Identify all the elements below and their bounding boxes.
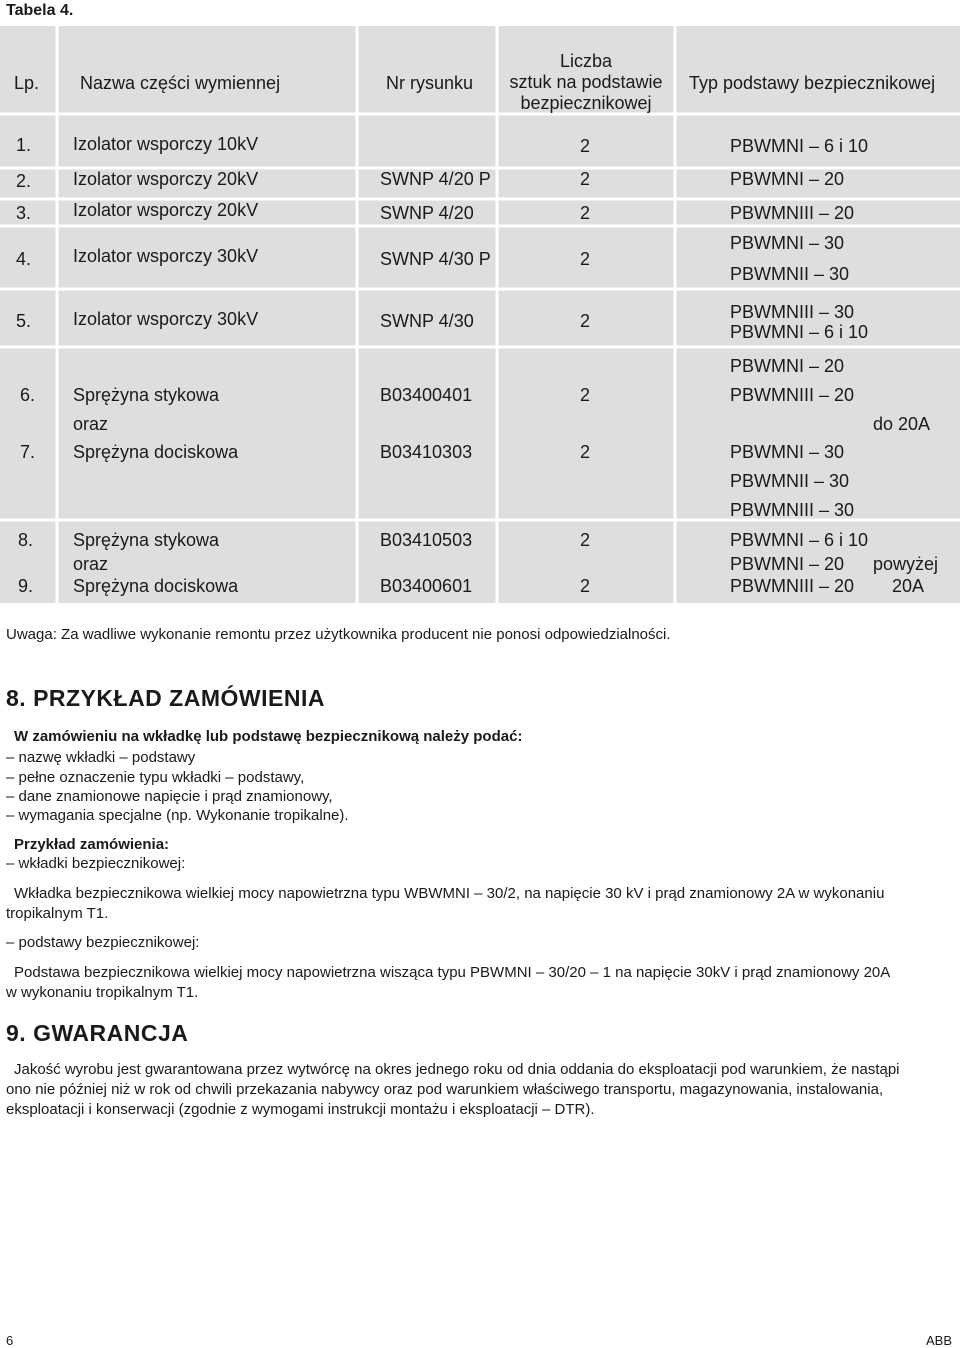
header-quantity-3: bezpiecznikowej bbox=[520, 93, 652, 113]
row-1-base: PBWMNI – 6 i 10 bbox=[730, 136, 869, 156]
row-6-qty: 2 bbox=[580, 385, 591, 405]
group-a-base-4: PBWMNII – 30 bbox=[730, 471, 850, 491]
order-item-3: – dane znamionowe napięcie i prąd znamionowy, bbox=[6, 788, 333, 805]
order-item-2: – pełne oznaczenie typu wkładki – podstawy, bbox=[6, 769, 305, 786]
guarantee-line-2: ono nie później niż w rok od chwili przekazania nabywcy oraz pod warunkiem właściwego transportu, magazynowania, instalowania, bbox=[6, 1081, 884, 1098]
row-3-base: PBWMNIII – 20 bbox=[730, 203, 855, 223]
header-base-type: Typ podstawy bezpiecznikowej bbox=[689, 73, 936, 93]
section-8-title: 8. PRZYKŁAD ZAMÓWIENIA bbox=[6, 685, 325, 711]
row-3-name: Izolator wsporczy 20kV bbox=[73, 200, 259, 220]
header-quantity-2: sztuk na podstawie bbox=[509, 72, 663, 92]
row-4-base-2: PBWMNII – 30 bbox=[730, 264, 850, 284]
group-b-base-3: PBWMNIII – 20 bbox=[730, 576, 855, 596]
group-a-oraz: oraz bbox=[73, 414, 109, 434]
row-2-drawing: SWNP 4/20 P bbox=[380, 169, 491, 189]
example-label: Przykład zamówienia: bbox=[14, 836, 170, 853]
row-4-base-1: PBWMNI – 30 bbox=[730, 233, 845, 253]
row-6-name: Sprężyna stykowa bbox=[73, 385, 220, 405]
group-a-base-2: PBWMNIII – 20 bbox=[730, 385, 855, 405]
row-1-lp: 1. bbox=[16, 135, 32, 155]
group-a-base-5: PBWMNIII – 30 bbox=[730, 500, 855, 520]
group-b-base-1: PBWMNI – 6 i 10 bbox=[730, 530, 869, 550]
row-4-qty: 2 bbox=[580, 249, 591, 269]
row-7-drawing: B03410303 bbox=[380, 442, 473, 462]
fuse-example-line-1: Wkładka bezpiecznikowa wielkiej mocy napowietrzna typu WBWMNI – 30/2, na napięcie 30 kV i prąd znamionowy 2A w wykonaniu bbox=[14, 885, 885, 902]
row-3-drawing: SWNP 4/20 bbox=[380, 203, 474, 223]
row-1-name: Izolator wsporczy 10kV bbox=[73, 134, 259, 154]
fuse-example-line-2: tropikalnym T1. bbox=[6, 905, 109, 922]
brand-name: ABB bbox=[926, 1333, 953, 1348]
row-6-lp: 6. bbox=[20, 385, 36, 405]
header-part-name: Nazwa części wymiennej bbox=[80, 73, 281, 93]
row-3-qty: 2 bbox=[580, 203, 591, 223]
header-drawing-number: Nr rysunku bbox=[386, 73, 474, 93]
base-example-line-1: Podstawa bezpiecznikowa wielkiej mocy napowietrzna wisząca typu PBWMNI – 30/20 – 1 na napięcie 30kV i prąd znamionowy 20A bbox=[14, 964, 891, 981]
group-b-range-2: 20A bbox=[892, 576, 925, 596]
row-2-qty: 2 bbox=[580, 169, 591, 189]
table-caption: Tabela 4. bbox=[6, 2, 74, 19]
row-6-drawing: B03400401 bbox=[380, 385, 473, 405]
section-9-title: 9. GWARANCJA bbox=[6, 1020, 189, 1046]
guarantee-line-1: Jakość wyrobu jest gwarantowana przez wytwórcę na okres jednego roku od dnia oddania do eksploatacji pod warunkiem, że nastąpi bbox=[14, 1061, 900, 1078]
row-8-qty: 2 bbox=[580, 530, 591, 550]
header-quantity-1: Liczba bbox=[559, 51, 613, 71]
header-lp: Lp. bbox=[14, 73, 40, 93]
row-8-name: Sprężyna stykowa bbox=[73, 530, 220, 550]
order-item-1: – nazwę wkładki – podstawy bbox=[6, 749, 196, 766]
row-5-drawing: SWNP 4/30 bbox=[380, 311, 474, 331]
row-9-drawing: B03400601 bbox=[380, 576, 473, 596]
row-7-name: Sprężyna dociskowa bbox=[73, 442, 239, 462]
row-7-qty: 2 bbox=[580, 442, 591, 462]
row-5-base-1: PBWMNIII – 30 bbox=[730, 302, 855, 322]
guarantee-line-3: eksploatacji i konserwacji (zgodnie z wymogami instrukcji montażu i eksploatacji – DTR). bbox=[6, 1101, 595, 1118]
row-5-name: Izolator wsporczy 30kV bbox=[73, 309, 259, 329]
row-9-qty: 2 bbox=[580, 576, 591, 596]
row-5-lp: 5. bbox=[16, 311, 32, 331]
row-9-lp: 9. bbox=[18, 576, 34, 596]
group-b-range-1: powyżej bbox=[873, 554, 939, 574]
order-intro: W zamówieniu na wkładkę lub podstawę bezpiecznikową należy podać: bbox=[14, 728, 523, 745]
fuse-label: – wkładki bezpiecznikowej: bbox=[6, 855, 186, 872]
row-4-drawing: SWNP 4/30 P bbox=[380, 249, 491, 269]
group-a-base-3: PBWMNI – 30 bbox=[730, 442, 845, 462]
row-2-name: Izolator wsporczy 20kV bbox=[73, 169, 259, 189]
row-3-lp: 3. bbox=[16, 203, 32, 223]
row-2-lp: 2. bbox=[16, 171, 32, 191]
group-b-oraz: oraz bbox=[73, 554, 109, 574]
page-number: 6 bbox=[6, 1333, 14, 1348]
row-1-qty: 2 bbox=[580, 136, 591, 156]
row-5-base-2: PBWMNI – 6 i 10 bbox=[730, 322, 869, 342]
row-8-lp: 8. bbox=[18, 530, 34, 550]
row-4-name: Izolator wsporczy 30kV bbox=[73, 246, 259, 266]
row-8-drawing: B03410503 bbox=[380, 530, 473, 550]
spare-parts-table bbox=[0, 26, 960, 603]
row-9-name: Sprężyna dociskowa bbox=[73, 576, 239, 596]
row-4-lp: 4. bbox=[16, 249, 32, 269]
group-a-base-1: PBWMNI – 20 bbox=[730, 356, 845, 376]
group-b-base-2: PBWMNI – 20 bbox=[730, 554, 845, 574]
base-example-line-2: w wykonaniu tropikalnym T1. bbox=[6, 984, 199, 1001]
row-2-base: PBWMNI – 20 bbox=[730, 169, 845, 189]
order-item-4: – wymagania specjalne (np. Wykonanie tropikalne). bbox=[6, 807, 349, 824]
warranty-note: Uwaga: Za wadliwe wykonanie remontu przez użytkownika producent nie ponosi odpowiedzialności. bbox=[6, 626, 671, 643]
base-label: – podstawy bezpiecznikowej: bbox=[6, 934, 200, 951]
row-5-qty: 2 bbox=[580, 311, 591, 331]
row-7-lp: 7. bbox=[20, 442, 36, 462]
group-a-range: do 20A bbox=[873, 414, 931, 434]
